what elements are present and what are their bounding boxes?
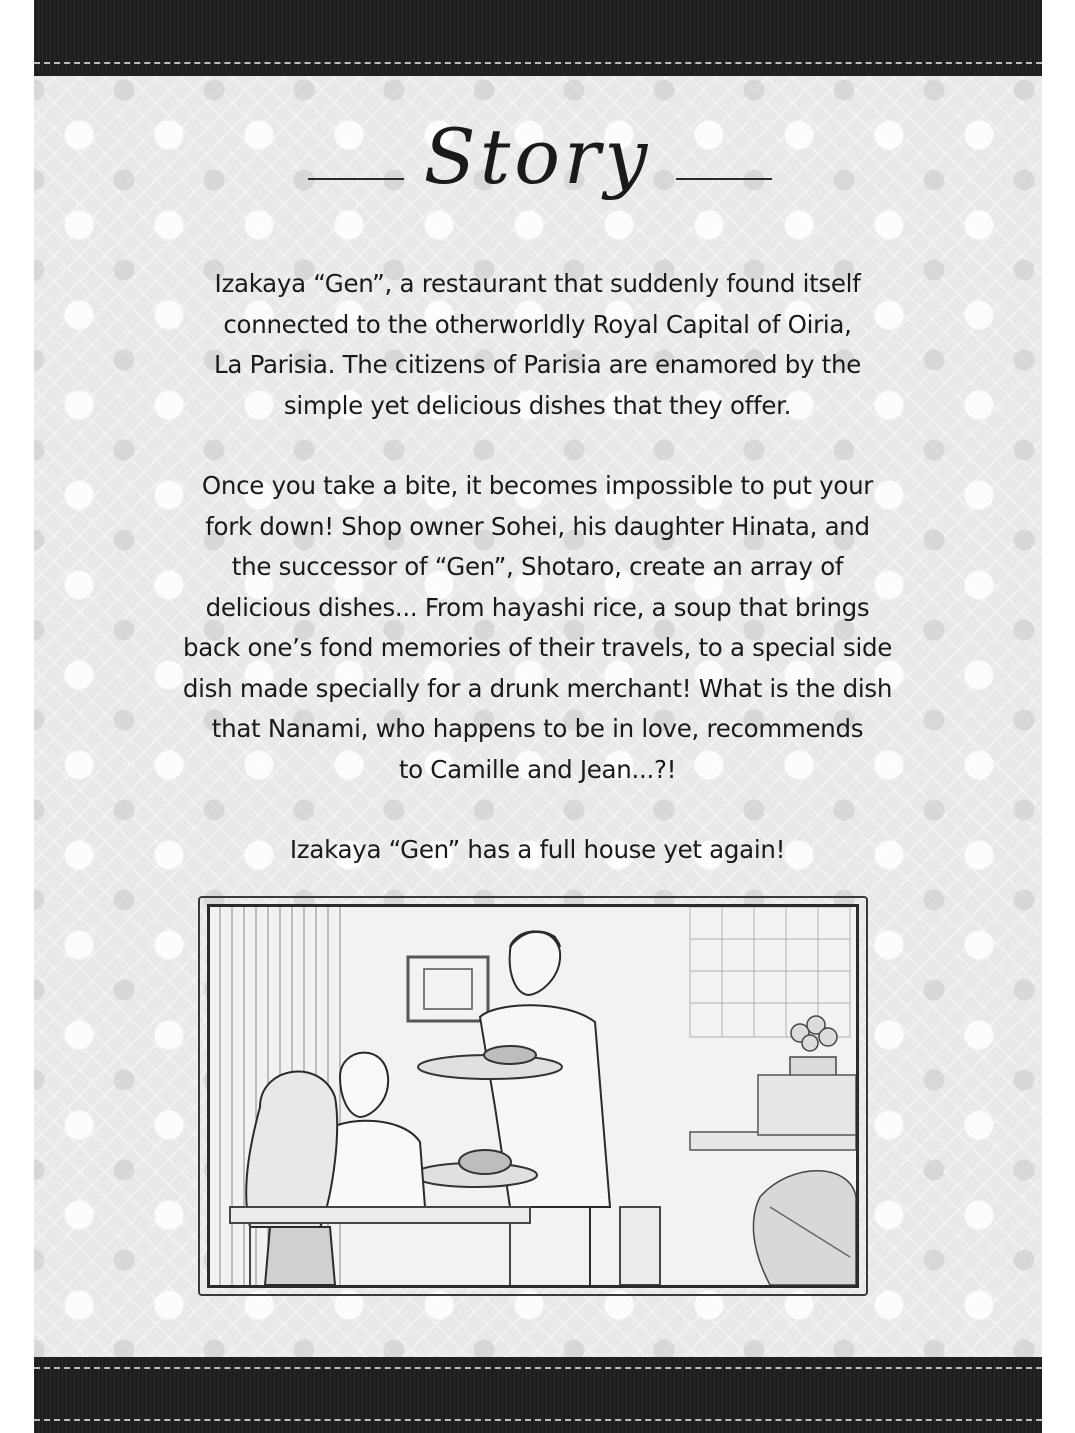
- manga-illustration: [210, 907, 856, 1285]
- story-paragraph-2: Once you take a bite, it becomes impossible to put your fork down! Shop owner Sohei, his daughter Hinata, and the successor of “Gen”, Shotaro, create an array of delicious dishes... From hayashi rice, a soup that brings back one’s fond memories of their travels, to a special side dish made specially for a drunk merchant! What is the dish that Nanami, who happens to be in love, recommends to Camille and Jean...?!: [182, 471, 893, 784]
- bottom-decorative-band: [34, 1357, 1042, 1433]
- story-paragraph-3: Izakaya “Gen” has a full house yet again!: [289, 835, 786, 864]
- stitch-line: [34, 1419, 1042, 1421]
- page-title: Story: [423, 112, 652, 201]
- story-text: [100, 264, 975, 911]
- stitch-line: [34, 1367, 1042, 1369]
- title-block: [0, 112, 1075, 232]
- stitch-line: [34, 62, 1042, 64]
- monstera-leaf: [753, 1171, 856, 1285]
- top-decorative-band: [34, 0, 1042, 76]
- illustration-panel: [207, 904, 859, 1288]
- title-rule-right: [676, 178, 772, 180]
- story-paragraph-1: Izakaya “Gen”, a restaurant that suddenly found itself connected to the otherworldly Royal Capital of Oiria, La Parisia. The citizens of Parisia are enamored by the simple yet delicious dishes that they offer.: [214, 269, 861, 420]
